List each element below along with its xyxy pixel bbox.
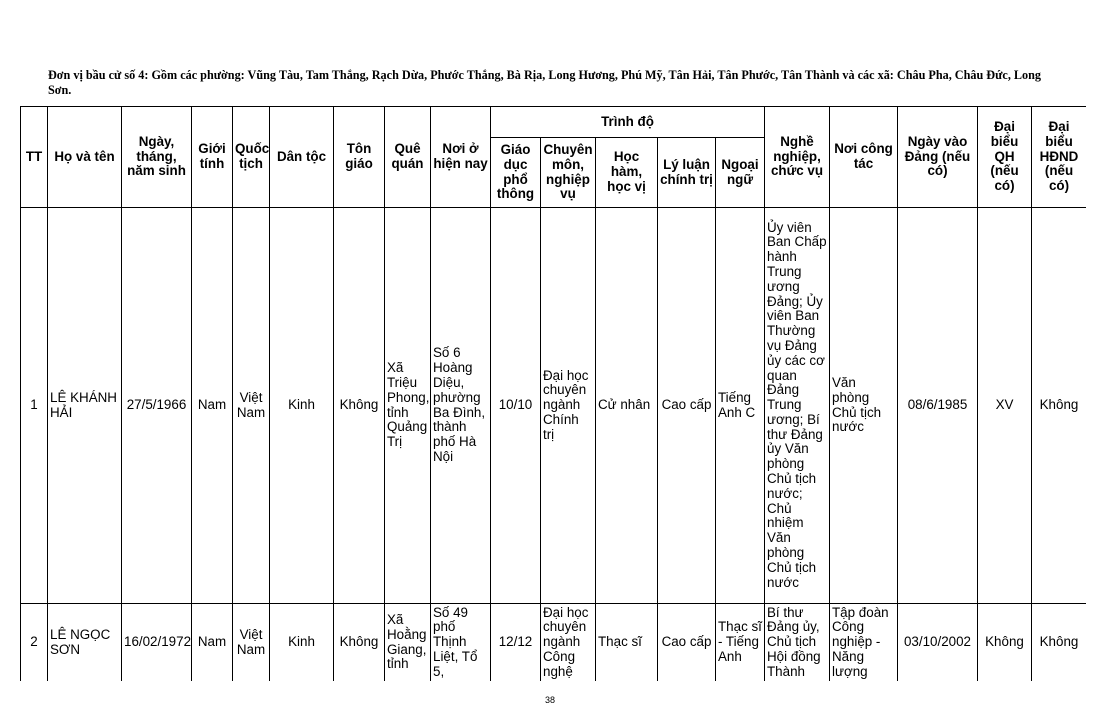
cell-religion: Không — [334, 604, 385, 682]
cell-tt: 2 — [21, 604, 48, 682]
cell-party-date: 08/6/1985 — [898, 208, 978, 604]
cell-na-deputy: XV — [978, 208, 1032, 604]
col-residence: Nơi ở hiện nay — [431, 107, 491, 208]
cell-nationality: Việt Nam — [233, 208, 270, 604]
col-workplace: Nơi công tác — [830, 107, 898, 208]
col-political: Lý luận chính trị — [658, 138, 716, 208]
election-unit-heading: Đơn vị bầu cử số 4: Gồm các phường: Vũng Tàu, Tam Thắng, Rạch Dừa, Phước Thắng, Bà Rịa, Long Hương, Phú Mỹ, Tân Hải, Tân Phước, Tân Thành và các xã: Châu Pha, Châu Đức, Long Sơn. — [48, 68, 1042, 97]
cell-nationality: Việt Nam — [233, 604, 270, 682]
cell-tt: 1 — [21, 208, 48, 604]
cell-specialty: Đại học chuyên ngành Chính trị — [541, 208, 596, 604]
cell-degree: Thạc sĩ — [596, 604, 658, 682]
cell-residence: Số 49 phố Thịnh Liệt, Tổ 5, — [431, 604, 491, 682]
cell-council-deputy: Không — [1032, 208, 1087, 604]
table-row — [21, 604, 1087, 682]
col-hometown: Quê quán — [385, 107, 431, 208]
col-language: Ngoại ngữ — [716, 138, 765, 208]
cell-gender: Nam — [192, 208, 233, 604]
cell-dob: 16/02/1972 — [122, 604, 192, 682]
cell-name: LÊ KHÁNH HẢI — [48, 208, 122, 604]
cell-language: Thạc sĩ - Tiếng Anh — [716, 604, 765, 682]
col-tt: TT — [21, 107, 48, 208]
cell-general-edu: 12/12 — [491, 604, 541, 682]
cell-workplace: Tập đoàn Công nghiệp - Năng lượng — [830, 604, 898, 682]
cell-general-edu: 10/10 — [491, 208, 541, 604]
col-religion: Tôn giáo — [334, 107, 385, 208]
cell-name: LÊ NGỌC SƠN — [48, 604, 122, 682]
cell-gender: Nam — [192, 604, 233, 682]
candidate-table-container — [20, 106, 1086, 681]
col-education-group: Trình độ — [491, 107, 765, 138]
col-council-deputy: Đại biểu HĐND (nếu có) — [1032, 107, 1087, 208]
col-gender: Giới tính — [192, 107, 233, 208]
cell-specialty: Đại học chuyên ngành Công nghệ — [541, 604, 596, 682]
cell-political: Cao cấp — [658, 604, 716, 682]
cell-residence: Số 6 Hoàng Diệu, phường Ba Đình, thành phố Hà Nội — [431, 208, 491, 604]
cell-political: Cao cấp — [658, 208, 716, 604]
col-na-deputy: Đại biểu QH (nếu có) — [978, 107, 1032, 208]
cell-hometown: Xã Hoằng Giang, tỉnh — [385, 604, 431, 682]
col-general-edu: Giáo dục phổ thông — [491, 138, 541, 208]
col-degree: Học hàm, học vị — [596, 138, 658, 208]
cell-degree: Cử nhân — [596, 208, 658, 604]
cell-ethnicity: Kinh — [270, 604, 334, 682]
cell-hometown: Xã Triệu Phong, tỉnh Quảng Trị — [385, 208, 431, 604]
cell-party-date: 03/10/2002 — [898, 604, 978, 682]
cell-dob: 27/5/1966 — [122, 208, 192, 604]
cell-ethnicity: Kinh — [270, 208, 334, 604]
cell-religion: Không — [334, 208, 385, 604]
col-occupation: Nghề nghiệp, chức vụ — [765, 107, 830, 208]
cell-council-deputy: Không — [1032, 604, 1087, 682]
col-specialty: Chuyên môn, nghiệp vụ — [541, 138, 596, 208]
col-party-date: Ngày vào Đảng (nếu có) — [898, 107, 978, 208]
cell-workplace: Văn phòng Chủ tịch nước — [830, 208, 898, 604]
candidate-table — [20, 106, 1086, 681]
cell-na-deputy: Không — [978, 604, 1032, 682]
col-nationality: Quốc tịch — [233, 107, 270, 208]
page-number: 38 — [544, 695, 555, 705]
cell-occupation: Bí thư Đảng ủy, Chủ tịch Hội đồng Thành — [765, 604, 830, 682]
col-name: Họ và tên — [48, 107, 122, 208]
table-row — [21, 208, 1087, 604]
cell-language: Tiếng Anh C — [716, 208, 765, 604]
cell-occupation: Ủy viên Ban Chấp hành Trung ương Đảng; Ủy viên Ban Thường vụ Đảng ủy các cơ quan Đảng Trung ương; Bí thư Đảng ủy Văn phòng Chủ tịch nước; Chủ nhiệm Văn phòng Chủ tịch nước — [765, 208, 830, 604]
col-ethnicity: Dân tộc — [270, 107, 334, 208]
col-dob: Ngày, tháng, năm sinh — [122, 107, 192, 208]
